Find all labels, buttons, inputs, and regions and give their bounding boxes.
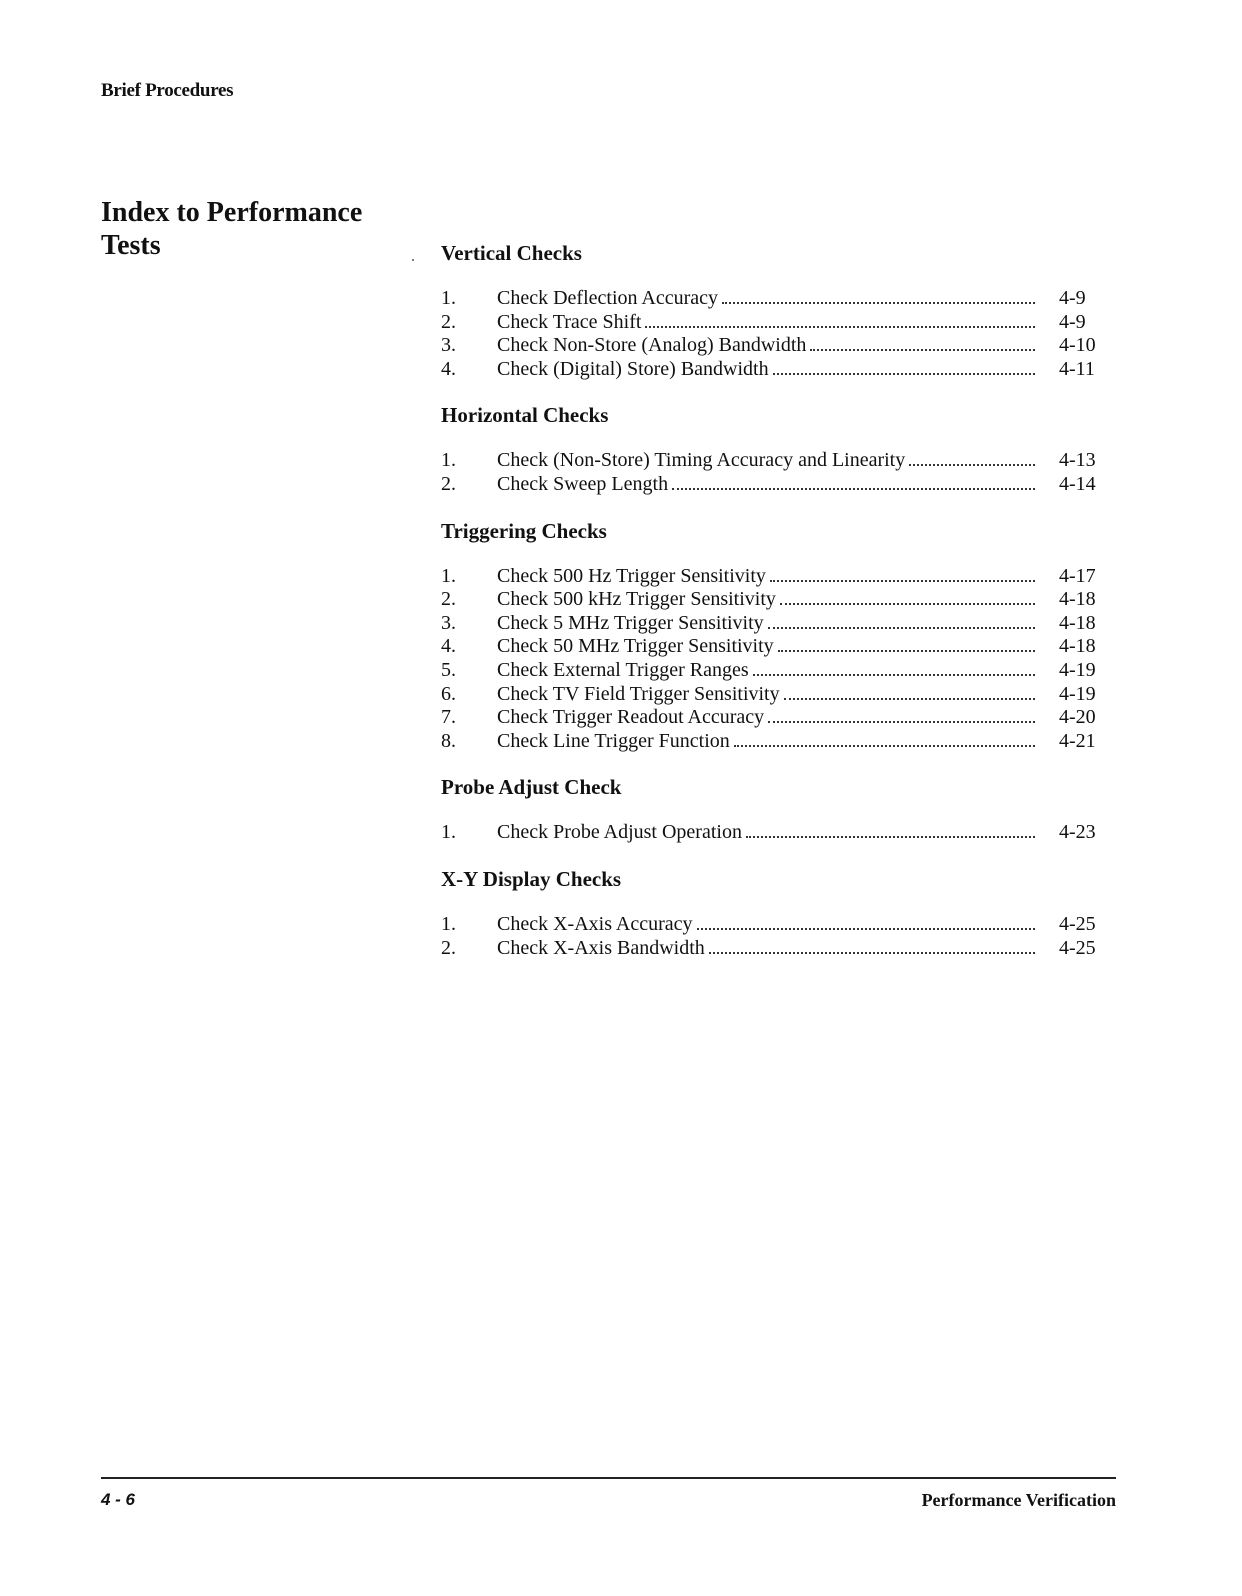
dot-leader (753, 674, 1035, 676)
index-entry (441, 588, 1101, 612)
dot-leader (768, 627, 1035, 629)
entry-title: Check X-Axis Accuracy (497, 912, 693, 935)
entry-page-number: 4-19 (1059, 658, 1096, 681)
entry-page-number: 4-21 (1059, 729, 1096, 752)
stray-mark (412, 259, 414, 261)
entry-title: Check TV Field Trigger Sensitivity (497, 682, 780, 705)
entry-list (441, 913, 1101, 960)
entry-number: 1. (441, 564, 456, 587)
entry-page-number: 4-18 (1059, 611, 1096, 634)
index-entry (441, 565, 1101, 589)
entry-page-number: 4-10 (1059, 334, 1096, 357)
entry-title: Check Trigger Readout Accuracy (497, 706, 765, 729)
entry-list (441, 565, 1101, 754)
index-entry (441, 358, 1101, 382)
entry-title: Check Deflection Accuracy (497, 287, 719, 309)
index-entry (441, 706, 1101, 730)
entry-number: 2. (441, 588, 456, 611)
entry-number: 1. (441, 912, 456, 935)
group-heading: X-Y Display Checks (441, 866, 622, 891)
index-entry (441, 635, 1101, 659)
entry-page-number: 4-18 (1059, 588, 1096, 611)
entry-number: 2. (441, 936, 456, 959)
entry-title: Check Probe Adjust Operation (497, 821, 742, 844)
entry-page-number: 4-18 (1059, 635, 1096, 658)
entry-number: 3. (441, 611, 456, 634)
index-entry (441, 287, 1101, 311)
index-group (441, 402, 1101, 496)
footer-page-number: 4 - 6 (101, 1490, 136, 1509)
dot-leader (784, 698, 1035, 700)
index-entry (441, 473, 1101, 497)
index-group (441, 518, 1101, 754)
entry-number: 8. (441, 729, 456, 752)
entry-page-number: 4-17 (1059, 564, 1096, 587)
index-entry (441, 334, 1101, 358)
performance-test-index (441, 240, 1101, 981)
index-group (441, 866, 1101, 960)
entry-page-number: 4-13 (1059, 449, 1096, 472)
dot-leader (709, 952, 1035, 954)
index-group (441, 240, 1101, 381)
dot-leader (780, 603, 1035, 605)
dot-leader (810, 349, 1035, 351)
dot-leader (773, 373, 1035, 375)
entry-page-number: 4-9 (1059, 287, 1086, 309)
dot-leader (909, 464, 1035, 466)
dot-leader (770, 580, 1035, 582)
entry-title: Check Trace Shift (497, 310, 642, 333)
entry-number: 3. (441, 334, 456, 357)
entry-title: Check Sweep Length (497, 472, 669, 495)
dot-leader (672, 488, 1035, 490)
footer-rule (101, 1477, 1116, 1479)
entry-title: Check 500 kHz Trigger Sensitivity (497, 588, 776, 611)
entry-page-number: 4-9 (1059, 310, 1086, 333)
entry-number: 1. (441, 287, 456, 309)
entry-page-number: 4-23 (1059, 821, 1096, 844)
entry-list (441, 449, 1101, 496)
dot-leader (778, 650, 1035, 652)
footer-chapter-title: Performance Verification (921, 1490, 1116, 1510)
entry-page-number: 4-11 (1059, 357, 1095, 380)
entry-page-number: 4-14 (1059, 472, 1096, 495)
entry-number: 1. (441, 449, 456, 472)
group-heading: Probe Adjust Check (441, 775, 622, 800)
index-entry (441, 730, 1101, 754)
index-entry (441, 937, 1101, 961)
entry-number: 6. (441, 682, 456, 705)
dot-leader (768, 721, 1035, 723)
group-heading: Vertical Checks (441, 241, 582, 265)
index-group (441, 774, 1101, 845)
entry-page-number: 4-25 (1059, 936, 1096, 959)
entry-title: Check 500 Hz Trigger Sensitivity (497, 564, 766, 587)
index-entry (441, 449, 1101, 473)
running-header: Brief Procedures (101, 80, 234, 101)
entry-number: 5. (441, 658, 456, 681)
dot-leader (697, 928, 1036, 930)
entry-title: Check (Digital) Store) Bandwidth (497, 357, 769, 380)
entry-list (441, 821, 1101, 845)
entry-title: Check External Trigger Ranges (497, 658, 749, 681)
entry-title: Check 50 MHz Trigger Sensitivity (497, 635, 774, 658)
dot-leader (734, 745, 1035, 747)
entry-number: 2. (441, 472, 456, 495)
entry-page-number: 4-20 (1059, 706, 1096, 729)
group-heading: Horizontal Checks (441, 403, 609, 428)
entry-number: 7. (441, 706, 456, 729)
index-entry (441, 683, 1101, 707)
entry-number: 4. (441, 635, 456, 658)
index-entry (441, 821, 1101, 845)
section-title: Index to Performance Tests (101, 197, 363, 261)
index-entry (441, 913, 1101, 937)
entry-number: 1. (441, 821, 456, 844)
dot-leader (645, 326, 1035, 328)
entry-title: Check Non-Store (Analog) Bandwidth (497, 334, 807, 357)
dot-leader (746, 836, 1035, 838)
entry-title: Check X-Axis Bandwidth (497, 936, 705, 959)
entry-number: 2. (441, 310, 456, 333)
entry-page-number: 4-25 (1059, 912, 1096, 935)
index-entry (441, 659, 1101, 683)
entry-page-number: 4-19 (1059, 682, 1096, 705)
entry-list (441, 287, 1101, 381)
index-entry (441, 311, 1101, 335)
index-entry (441, 612, 1101, 636)
group-heading: Triggering Checks (441, 518, 607, 543)
dot-leader (722, 302, 1035, 304)
entry-title: Check 5 MHz Trigger Sensitivity (497, 611, 764, 634)
entry-title: Check (Non-Store) Timing Accuracy and Linearity (497, 449, 906, 472)
entry-title: Check Line Trigger Function (497, 729, 730, 752)
entry-number: 4. (441, 357, 456, 380)
